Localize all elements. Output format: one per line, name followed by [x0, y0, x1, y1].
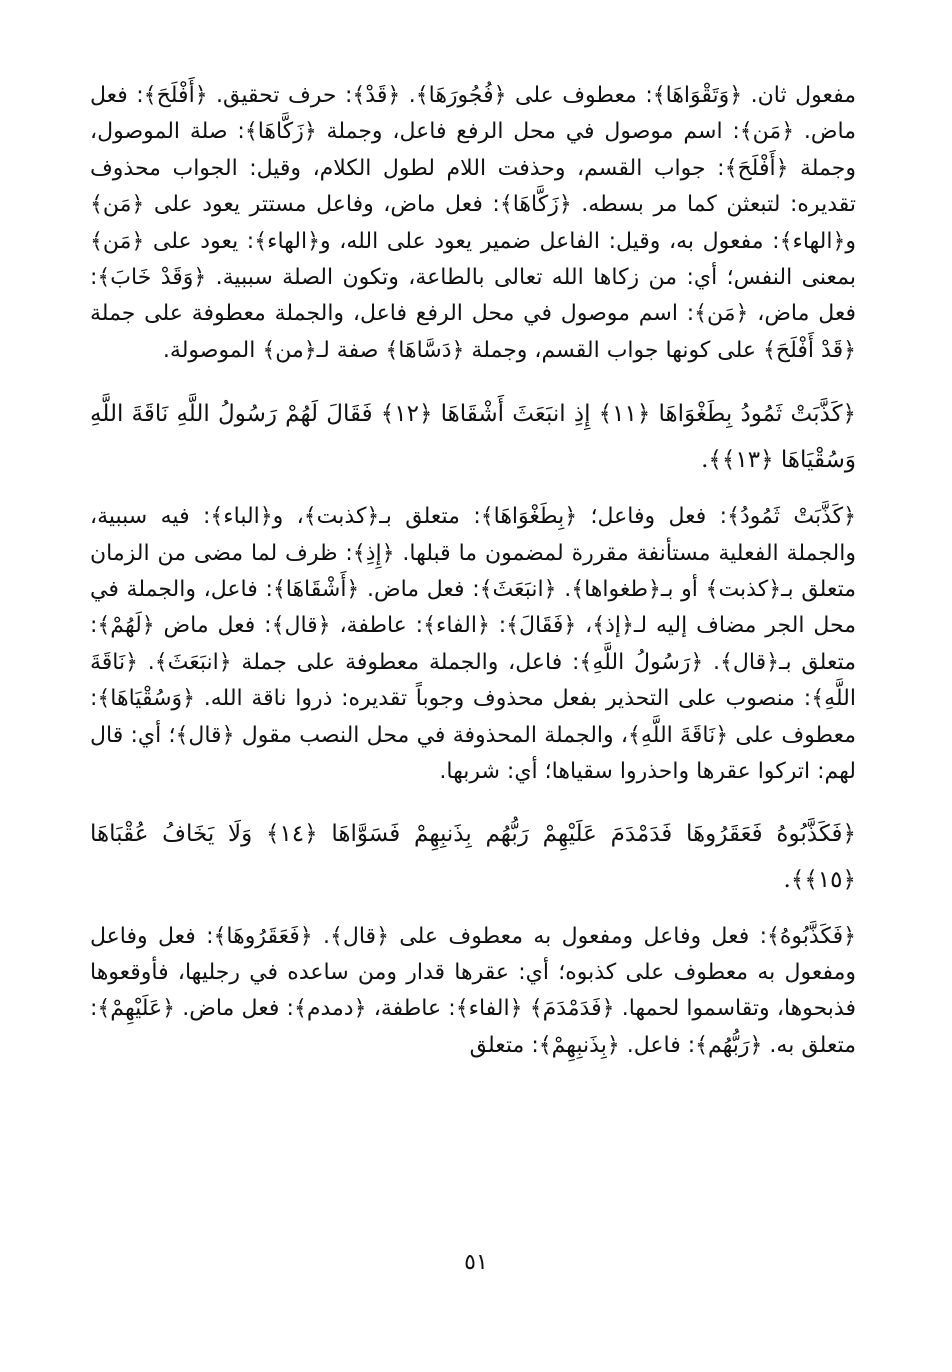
commentary-paragraph-3: ﴿فَكَذَّبُوهُ﴾: فعل وفاعل ومفعول به معطوف على ﴿قال﴾. ﴿فَعَقَرُوهَا﴾: فعل وفاعل ومفعول به معطوف على كذبوه؛ أي: عقرها قدار ومن ساعده في رجليها، فأوقعوها فذبحوها، وتقاسموا لحمها. ﴿فَدَمْدَمَ﴾ ﴿الفاء﴾: عاطفة، ﴿دمدم﴾: فعل ماض. ﴿عَلَيْهِمْ﴾: متعلق به. ﴿رَبُّهُم﴾: فاعل. ﴿بِذَنبِهِمْ﴾: متعلق: [90, 923, 856, 1058]
page-number: ٥١: [464, 1250, 488, 1275]
commentary-paragraph-2: ﴿كَذَّبَتْ ثَمُودُ﴾: فعل وفاعل؛ ﴿بِطَغْوَاهَا﴾: متعلق بـ﴿كذبت﴾، و﴿الباء﴾: فيه سببية، والجملة الفعلية مستأنفة مقررة لمضمون ما قبلها. ﴿إِذِ﴾: ظرف لما مضى من الزمان متعلق بـ﴿كذبت﴾ أو بـ﴿طغواها﴾. ﴿انبَعَثَ﴾: فعل ماض. ﴿أَشْقَاهَا﴾: فاعل، والجملة في محل الجر مضاف إليه لـ﴿إذ﴾، ﴿فَقَالَ﴾: ﴿الفاء﴾: عاطفة، ﴿قال﴾: فعل ماض ﴿لَهُمْ﴾: متعلق بـ﴿قال﴾. ﴿رَسُولُ اللَّهِ﴾: فاعل، والجملة معطوفة على جملة ﴿انبَعَثَ﴾. ﴿نَاقَةَ اللَّهِ﴾: منصوب على التحذير بفعل محذوف وجوباً تقديره: ذروا ناقة الله. ﴿وَسُقْيَاهَا﴾: معطوف على ﴿نَاقَةَ اللَّهِ﴾، والجملة المحذوفة في محل النصب مقول ﴿قال﴾؛ أي: قال لهم: اتركوا عقرها واحذروا سقياها؛ أي: شربها.: [90, 504, 856, 785]
commentary-paragraph-1: مفعول ثان. ﴿وَتَقْوَاهَا﴾: معطوف على ﴿فُجُورَهَا﴾. ﴿قَدْ﴾: حرف تحقيق. ﴿أَفْلَحَ﴾: فعل ماض. ﴿مَن﴾: اسم موصول في محل الرفع فاعل، وجملة ﴿زَكَّاهَا﴾: صلة الموصول، وجملة ﴿أَفْلَحَ﴾: جواب القسم، وحذفت اللام لطول الكلام، وقيل: الجواب محذوف تقديره: لتبعثن كما مر بسطه. ﴿زَكَّاهَا﴾: فعل ماض، وفاعل مستتر يعود على ﴿مَن﴾ و﴿الهاء﴾: مفعول به، وقيل: الفاعل ضمير يعود على الله، و﴿الهاء﴾: يعود على ﴿مَن﴾ بمعنى النفس؛ أي: من زكاها الله تعالى بالطاعة، وتكون الصلة سببية. ﴿وَقَدْ خَابَ﴾: فعل ماض، ﴿مَن﴾: اسم موصول في محل الرفع فاعل، والجملة معطوفة على جملة ﴿قَدْ أَفْلَحَ﴾ على كونها جواب القسم، وجملة ﴿دَسَّاهَا﴾ صفة لـ﴿من﴾ الموصولة.: [90, 83, 856, 363]
quran-verse-14-15: ﴿فَكَذَّبُوهُ فَعَقَرُوهَا فَدَمْدَمَ عَلَيْهِمْ رَبُّهُم بِذَنبِهِمْ فَسَوَّاهَا ﴿١٤﴾ وَلَا يَخَافُ عُقْبَاهَا ﴿١٥﴾﴾.: [90, 820, 856, 893]
quran-verse-11-13: ﴿كَذَّبَتْ ثَمُودُ بِطَغْوَاهَا ﴿١١﴾ إِذِ انبَعَثَ أَشْقَاهَا ﴿١٢﴾ فَقَالَ لَهُمْ رَسُولُ اللَّهِ نَاقَةَ اللَّهِ وَسُقْيَاهَا ﴿١٣﴾﴾.: [90, 401, 856, 474]
